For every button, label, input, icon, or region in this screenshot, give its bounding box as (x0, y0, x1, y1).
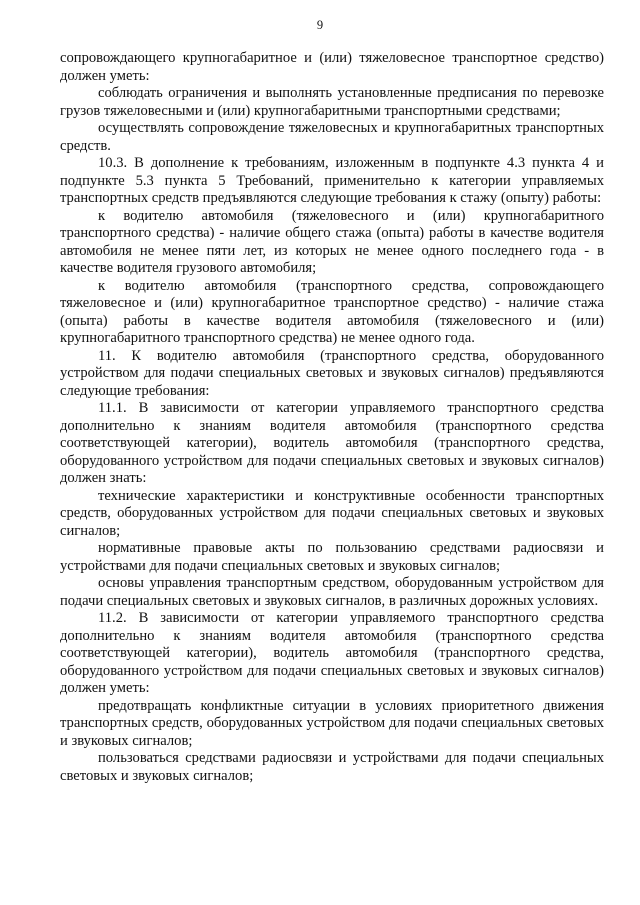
paragraph-item: к водителю автомобиля (тяжеловесного и (или) крупногабаритного транспортного средства) - наличие общего стажа (опыта) работы в качестве водителя автомобиля не менее пяти лет, из которых не менее одного последнего года - в качестве водителя грузового автомобиля; (60, 207, 604, 276)
paragraph-item: пользоваться средствами радиосвязи и устройствами для подачи специальных световых и звуковых сигналов; (60, 750, 604, 784)
paragraph-clause-11-2: 11.2. В зависимости от категории управляемого транспортного средства дополнительно к знаниям водителя автомобиля (транспортного средства соответствующей категории), водитель автомобиля (транспортного средства, оборудованного устройством для подачи специальных световых и звуковых сигналов) должен уметь: (60, 610, 604, 696)
paragraph-item: технические характеристики и конструктивные особенности транспортных средств, оборудованных устройством для подачи специальных световых и звуковых сигналов; (60, 487, 604, 539)
paragraph-item: предотвращать конфликтные ситуации в условиях приоритетного движения транспортных средств, оборудованных устройством для подачи специальных световых и звуковых сигналов; (60, 697, 604, 749)
paragraph-continuation: сопровождающего крупногабаритное и (или) тяжеловесное транспортное средство) должен уметь: (60, 50, 604, 84)
paragraph-item: соблюдать ограничения и выполнять установленные предписания по перевозке грузов тяжеловесными и (или) крупногабаритными транспортными средствами; (60, 85, 604, 119)
paragraph-clause-11: 11. К водителю автомобиля (транспортного средства, оборудованного устройством для подачи специальных световых и звуковых сигналов) предъявляются следующие требования: (60, 347, 604, 399)
paragraph-item: осуществлять сопровождение тяжеловесных и крупногабаритных транспортных средств. (60, 120, 604, 154)
paragraph-clause-10-3: 10.3. В дополнение к требованиям, изложенным в подпункте 4.3 пункта 4 и подпункте 5.3 пункта 5 Требований, применительно к категории управляемых транспортных средств предъявляются следующие требования к стажу (опыту) работы: (60, 155, 604, 206)
paragraph-clause-11-1: 11.1. В зависимости от категории управляемого транспортного средства дополнительно к знаниям водителя автомобиля (транспортного средства соответствующей категории), водитель автомобиля (транспортного средства, оборудованного устройством для подачи специальных световых и звуковых сигналов) должен знать: (60, 400, 604, 486)
paragraph-item: основы управления транспортным средством, оборудованным устройством для подачи специальных световых и звуковых сигналов, в различных дорожных условиях. (60, 575, 604, 609)
page-body (60, 50, 604, 785)
paragraph-item: к водителю автомобиля (транспортного средства, сопровождающего тяжеловесное и (или) крупногабаритное транспортное средство) - наличие стажа (опыта) работы в качестве водителя автомобиля (тяжеловесного и (или) крупногабаритного транспортного средства) не менее одного года. (60, 277, 604, 346)
page-number: 9 (316, 18, 324, 32)
paragraph-item: нормативные правовые акты по пользованию средствами радиосвязи и устройствами для подачи специальных световых и звуковых сигналов; (60, 540, 604, 574)
